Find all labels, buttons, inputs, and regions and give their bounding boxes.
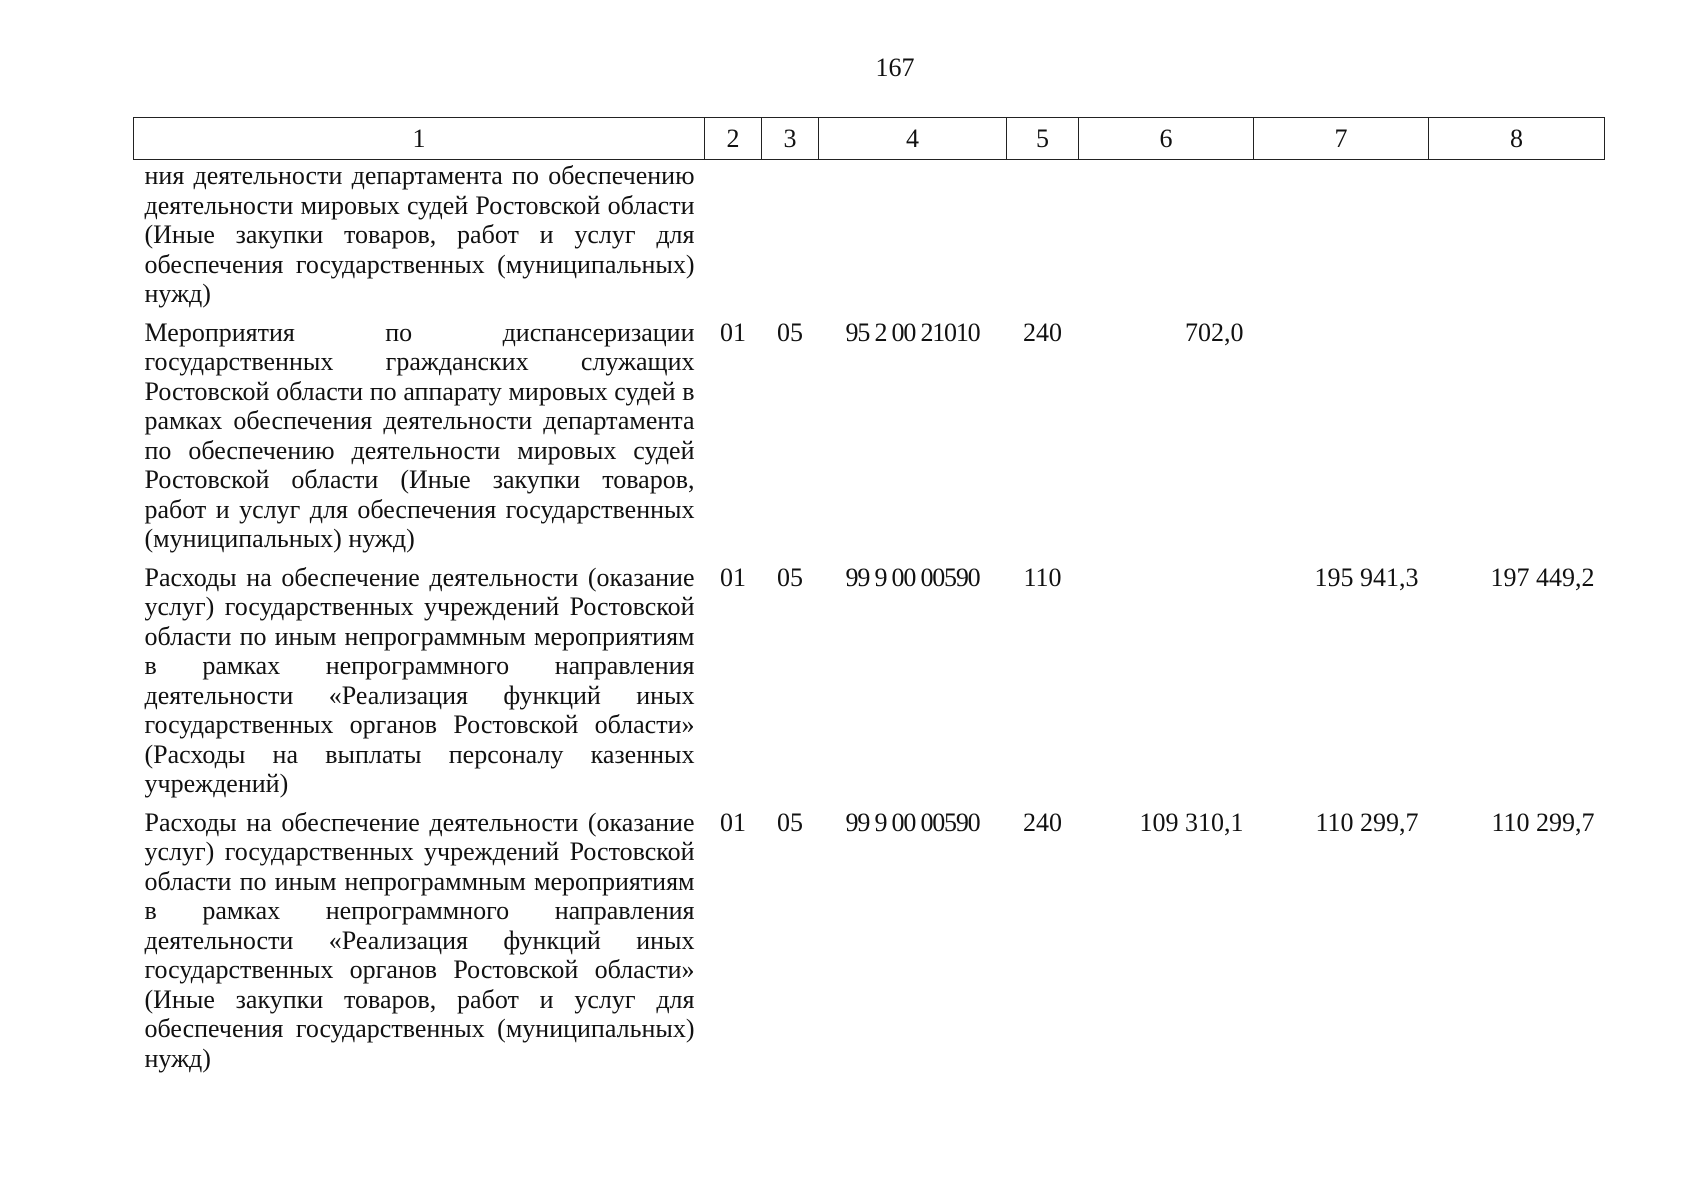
row-description: Расходы на обеспечение деятельности (оказание услуг) государственных учреждений Ростовской области по иным непрограммным мероприятиям в рамках непрограммного направления деятельности «Реализация функций иных государственных органов Ростовской области» (Расходы на выплаты персоналу казенных учреждений) — [144, 562, 695, 798]
cell-amount-7: 110 299,7 — [1315, 807, 1419, 837]
row-description: Мероприятия по диспансеризации государственных гражданских служащих Ростовской области по аппарату мировых судей в рамках обеспечения деятельности департамента по обеспечению деятельности мировых судей Ростовской области (Иные закупки товаров, работ и услуг для обеспечения государственных (муниципальных) нужд) — [144, 317, 695, 553]
cell-amount-6 — [1079, 160, 1254, 318]
column-header: 3 — [762, 118, 819, 160]
cell-amount-7: 195 941,3 — [1314, 562, 1419, 592]
cell-expense-type — [1007, 160, 1079, 318]
cell-amount-6: 109 310,1 — [1139, 807, 1244, 837]
column-header: 6 — [1079, 118, 1254, 160]
table-row — [134, 160, 1605, 318]
cell-amount-8: 110 299,7 — [1491, 807, 1595, 837]
cell-subsection — [762, 160, 819, 318]
cell-target-code — [819, 160, 1007, 318]
column-header: 4 — [819, 118, 1007, 160]
cell-target-code: 95 2 00 21010 — [845, 317, 980, 347]
cell-amount-6: 702,0 — [1185, 317, 1244, 347]
cell-expense-type: 240 — [1023, 807, 1062, 837]
cell-expense-type: 110 — [1023, 562, 1062, 592]
cell-subsection: 05 — [777, 807, 803, 837]
table-row — [134, 808, 1605, 1083]
cell-amount-7 — [1254, 318, 1429, 563]
table-header-row — [134, 118, 1605, 160]
cell-subsection: 05 — [777, 562, 803, 592]
cell-amount-8 — [1429, 160, 1605, 318]
cell-amount-7 — [1254, 160, 1429, 318]
page-number: 167 — [875, 53, 915, 82]
cell-amount-8: 197 449,2 — [1490, 562, 1595, 592]
cell-section: 01 — [720, 317, 746, 347]
table-row — [134, 318, 1605, 563]
table-row — [134, 563, 1605, 808]
column-header: 7 — [1254, 118, 1429, 160]
cell-target-code: 99 9 00 00590 — [845, 807, 980, 837]
column-header: 8 — [1429, 118, 1605, 160]
cell-target-code: 99 9 00 00590 — [845, 562, 980, 592]
cell-amount-8 — [1429, 318, 1605, 563]
cell-amount-6 — [1079, 563, 1254, 808]
row-description: Расходы на обеспечение деятельности (оказание услуг) государственных учреждений Ростовской области по иным непрограммным мероприятиям в рамках непрограммного направления деятельности «Реализация функций иных государственных органов Ростовской области» (Иные закупки товаров, работ и услуг для обеспечения государственных (муниципальных) нужд) — [144, 807, 695, 1073]
column-header: 1 — [134, 118, 705, 160]
cell-subsection: 05 — [777, 317, 803, 347]
row-description: ния деятельности департамента по обеспечению деятельности мировых судей Ростовской области (Иные закупки товаров, работ и услуг для обеспечения государственных (муниципальных) нужд) — [144, 161, 695, 308]
cell-section: 01 — [720, 807, 746, 837]
cell-expense-type: 240 — [1023, 317, 1062, 347]
cell-section: 01 — [720, 562, 746, 592]
column-header: 2 — [705, 118, 762, 160]
column-header: 5 — [1007, 118, 1079, 160]
budget-table — [133, 117, 1605, 1082]
cell-section — [705, 160, 762, 318]
